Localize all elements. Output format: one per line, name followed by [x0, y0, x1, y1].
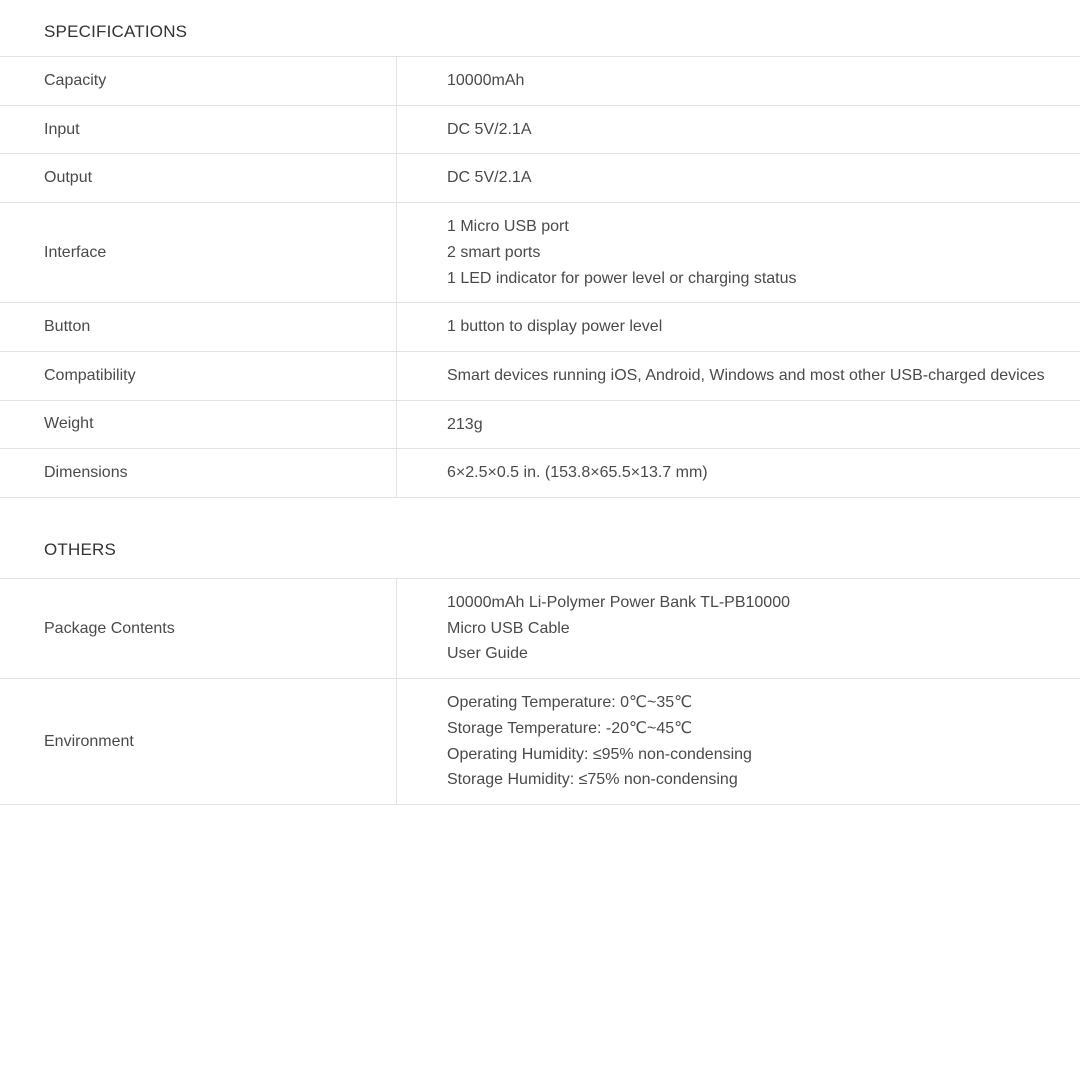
spec-value-line: DC 5V/2.1A — [447, 169, 532, 187]
spec-value-line: Storage Temperature: -20℃~45℃ — [447, 719, 693, 737]
table-row — [0, 106, 1080, 155]
spec-label: Environment — [0, 679, 397, 804]
spec-label: Weight — [0, 401, 397, 449]
spec-value-line: DC 5V/2.1A — [447, 120, 532, 138]
spec-value-line: 1 button to display power level — [447, 318, 663, 336]
spec-value — [397, 154, 1080, 202]
spec-value-line: 10000mAh Li-Polymer Power Bank TL-PB10000 — [447, 594, 790, 612]
section-title-specifications: SPECIFICATIONS — [44, 22, 188, 41]
spec-label: Output — [0, 154, 397, 202]
others-section — [0, 522, 1080, 805]
spec-value-line: 6×2.5×0.5 in. (153.8×65.5×13.7 mm) — [447, 464, 708, 482]
spec-value-line: Smart devices running iOS, Android, Windows and most other USB-charged devices — [447, 366, 1045, 384]
specifications-table — [0, 56, 1080, 498]
spec-label: Button — [0, 303, 397, 351]
spec-label: Dimensions — [0, 449, 397, 497]
table-row — [0, 352, 1080, 401]
table-row — [0, 303, 1080, 352]
spec-value — [397, 401, 1080, 449]
spec-label: Capacity — [0, 57, 397, 105]
table-row — [0, 203, 1080, 303]
spec-value — [397, 679, 1080, 804]
spec-label: Input — [0, 106, 397, 154]
spec-value — [397, 203, 1080, 302]
spec-value-line: 2 smart ports — [447, 243, 541, 261]
spec-value-line: Storage Humidity: ≤75% non-condensing — [447, 771, 738, 789]
table-row — [0, 401, 1080, 450]
spec-value — [397, 352, 1080, 400]
spec-value-line: 213g — [447, 415, 483, 433]
spec-value — [397, 303, 1080, 351]
table-row — [0, 679, 1080, 805]
spec-value-line: 1 LED indicator for power level or charging status — [447, 269, 797, 287]
others-table — [0, 578, 1080, 805]
spec-value — [397, 579, 1080, 678]
spec-value-line: Operating Humidity: ≤95% non-condensing — [447, 745, 752, 763]
spec-label: Compatibility — [0, 352, 397, 400]
table-row — [0, 154, 1080, 203]
table-row — [0, 449, 1080, 498]
specifications-section — [0, 0, 1080, 498]
section-spacer — [0, 498, 1080, 522]
spec-value — [397, 449, 1080, 497]
table-row — [0, 57, 1080, 106]
table-row — [0, 579, 1080, 679]
spec-label: Interface — [0, 203, 397, 302]
spec-value — [397, 106, 1080, 154]
spec-value-line: Micro USB Cable — [447, 619, 570, 637]
spec-value-line: 1 Micro USB port — [447, 218, 569, 236]
spec-value — [397, 57, 1080, 105]
spec-value-line: Operating Temperature: 0℃~35℃ — [447, 694, 693, 712]
section-title-others: OTHERS — [44, 540, 117, 560]
spec-value-line: User Guide — [447, 645, 528, 663]
spec-value-line: 10000mAh — [447, 72, 525, 89]
spec-label: Package Contents — [0, 579, 397, 678]
